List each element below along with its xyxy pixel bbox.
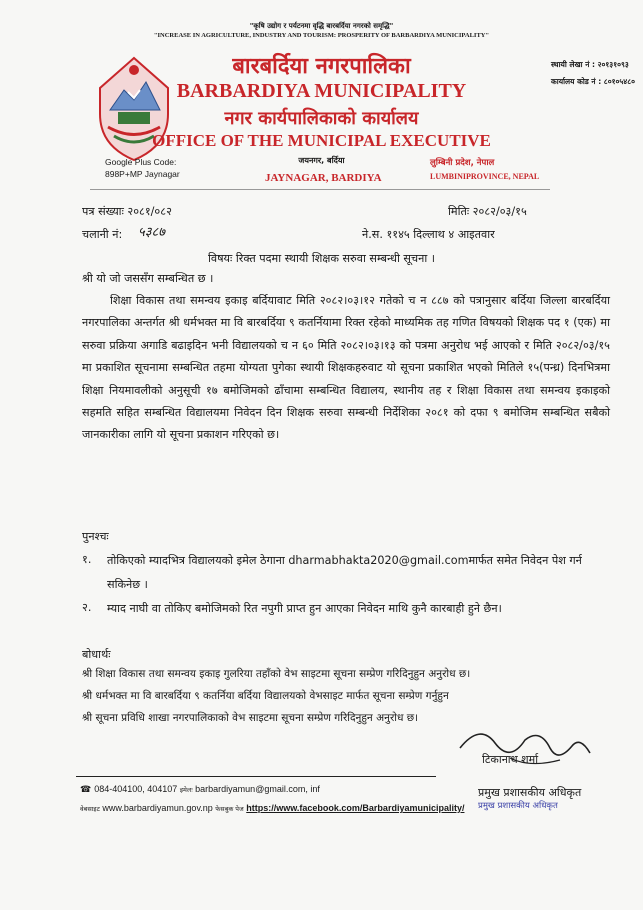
office-name-nepali: नगर कार्यपालिकाको कार्यालय (224, 108, 419, 129)
postscript-heading: पुनश्चः (82, 530, 109, 543)
footer-website-label: वेबसाइट (80, 806, 100, 813)
letter-addressee: श्री यो जो जससँग सम्बन्धित छ । (82, 272, 214, 285)
footer-email: barbardiyamun@gmail.com, inf (195, 784, 320, 794)
office-name-english: OFFICE OF THE MUNICIPAL EXECUTIVE (152, 131, 491, 150)
municipality-name-nepali: बारबर्दिया नगरपालिका (232, 54, 411, 79)
item-number: २. (82, 601, 92, 614)
footer-facebook-link[interactable]: https://www.facebook.com/Barbardiyamunicipality/ (246, 803, 465, 813)
letter-subject: विषयः रिक्त पदमा स्थायी शिक्षक सरुवा सम्बन्धी सूचना । (207, 252, 436, 265)
footer-divider (76, 776, 436, 777)
signatory-title: प्रमुख प्रशासकीय अधिकृत (478, 786, 582, 799)
reference-numbers (551, 56, 635, 90)
google-code-label: Google Plus Code: (105, 157, 177, 167)
cc-line: श्री धर्मभक्त मा वि बारबर्दिया ९ कतर्निया बर्दिया विद्यालयको वेभसाइट मार्फत सूचना सम्प्रेण गर्नुहुन (82, 690, 449, 702)
slogan-english: "INCREASE IN AGRICULTURE, INDUSTRY AND TOURISM: PROSPERITY OF BARBARDIYA MUNICIPALITY" (153, 32, 490, 39)
postscript-item (82, 549, 614, 597)
item-number: १. (82, 553, 92, 566)
postscript-item (82, 597, 614, 621)
nepal-sambat-date: ने.स. ११४५ दिल्लाथ ४ आइतवार (362, 228, 495, 241)
signatory-name: टिकानाथ शर्मा (482, 753, 539, 766)
permanent-account-value: : २०१३१०९३ (592, 60, 629, 69)
province-english: LUMBINIPROVINCE, NEPAL (430, 172, 540, 181)
footer-email-label: इमेलः (179, 787, 193, 794)
permanent-account-label: स्थायी लेखा नं (551, 60, 590, 69)
letter-body (82, 290, 610, 447)
cc-line: श्री शिक्षा विकास तथा समन्वय इकाइ गुलरिया तहाँको वेभ साइटमा सूचना सम्प्रेण गरिदिनुहुन अनुरोध छ। (82, 668, 471, 680)
official-stamp: प्रमुख प्रशासकीय अधिकृत (478, 801, 558, 811)
letter-number: पत्र संख्याः २०८१/०८२ (82, 205, 172, 218)
address-nepali: जयनगर, बर्दिया (298, 156, 345, 165)
google-code-value: 898P+MP Jaynagar (105, 169, 180, 179)
header-divider (90, 189, 550, 190)
footer-contact (80, 784, 320, 795)
footer-website: www.barbardiyamun.gov.np (102, 803, 213, 813)
cc-heading: बोधार्थः (82, 648, 111, 661)
item-text: तोकिएको म्यादभित्र विद्यालयको इमेल ठेगाना dharmabhakta2020@gmail.comमार्फत समेत निवेदन पेश गर्न सकिनेछ । (107, 554, 582, 591)
footer-facebook-label: फेसबुक पेज (215, 806, 244, 813)
body-paragraph: शिक्षा विकास तथा समन्वय इकाइ बर्दियावाट मिति २०८२।०३।१२ गतेको च न ८८७ को पत्रानुसार बर्दिया जिल्ला बारबर्दिया नगरपालिका अन्तर्गत श्री धर्मभक्त मा वि बारबर्दिया ९ कतर्नियामा रिक्त रहेको माध्यमिक तह गणित विषयको शिक्षक पद १ (एक) मा सरुवा प्रक्रिया अगाडि बढाइदिन भनी विद्यालयको च न ६० मिति २०८२।०३।१३ को पत्रमा अनुरोध भई आएको र मिति २०८२/०३/१५ मा प्रकाशित सूचनामा सम्बन्धित तहमा योग्यता पुगेका स्थायी शिक्षकहरुवाट यो सूचना प्रकाशित भएको मितिले १५(पन्ध्र) दिनभित्रमा शिक्षा नियमावलीको अनुसूची १७ बमोजिमको ढाँचामा सम्बन्धित विद्यालय, स्थानीय तह र शिक्षा विकास तथा समन्वय इकाइको सहमति सहित सम्बन्धित विद्यालयमा निवेदन दिन शिक्षक सरुवा सम्बन्धी निर्देशिका २०८१ को दफा ९ बमोजिम सम्बन्धित सबैको जानकारीका लागि यो सूचना प्रकाशन गरिएको छ। (82, 294, 610, 442)
footer-web (80, 803, 464, 813)
municipality-name-english: BARBARDIYA MUNICIPALITY (176, 80, 467, 102)
item-text: म्याद नाघी वा तोकिए बमोजिमको रित नपुगी प्राप्त हुन आएका निवेदन माथि कुनै कारबाही हुने छैन। (107, 602, 502, 615)
office-code-value: : ८०१०५४८० (598, 77, 635, 86)
signature-scribble (440, 718, 600, 778)
province-nepali: लुम्बिनी प्रदेश, नेपाल (430, 158, 495, 168)
slogan-nepali: "कृषि उद्योग र पर्यटनमा वृद्धि बारबर्दिया नगरको समृद्धि" (249, 22, 394, 30)
address-english: JAYNAGAR, BARDIYA (265, 172, 382, 184)
footer-phone: 084-404100, 404107 (94, 784, 178, 794)
office-code-label: कार्यालय कोड नं (551, 77, 596, 86)
dispatch-number-handwritten: ५३८७ (138, 225, 166, 240)
dispatch-number-label: चलानी नं: (82, 228, 123, 241)
cc-line: श्री सूचना प्रविधि शाखा नगरपालिकाको वेभ साइटमा सूचना सम्प्रेण गरिदिनुहुन अनुरोध छ। (82, 712, 419, 724)
phone-icon: ☎ (80, 784, 92, 794)
letter-date: मितिः २०८२/०३/१५ (448, 205, 527, 218)
